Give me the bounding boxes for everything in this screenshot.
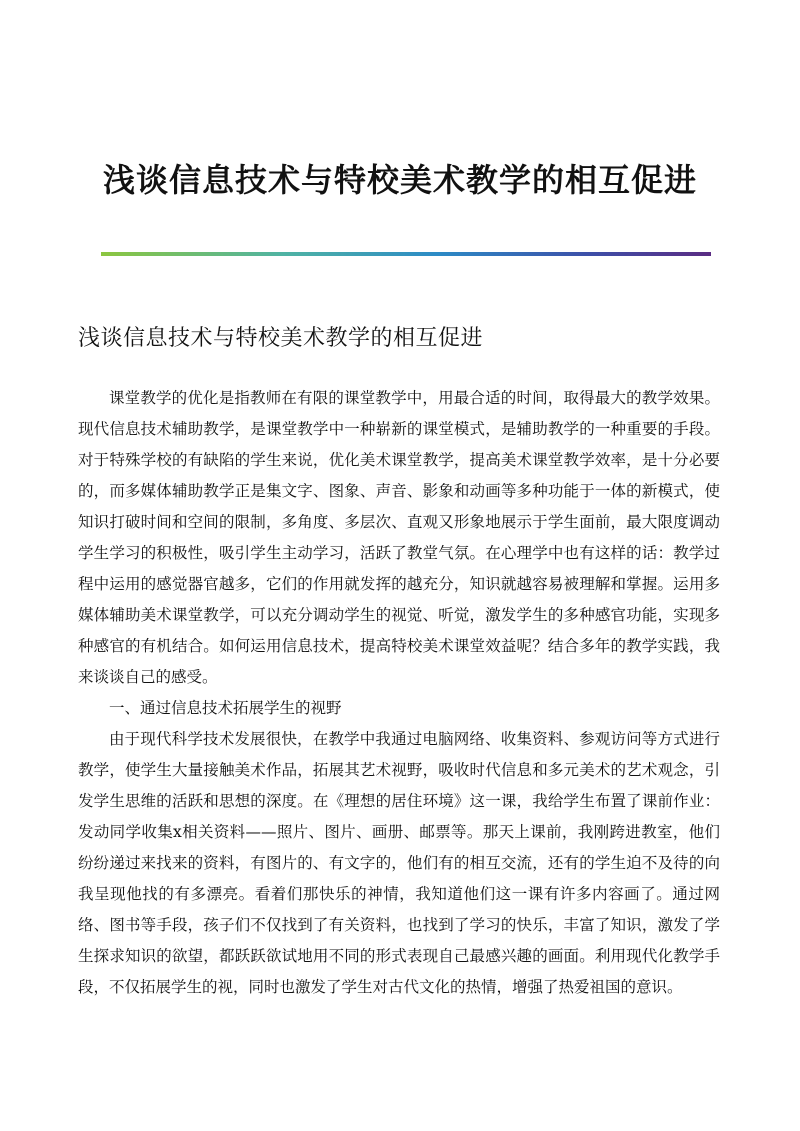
document-title: 浅谈信息技术与特校美术教学的相互促进 (102, 161, 697, 199)
title-divider (101, 252, 711, 256)
body-text (78, 383, 720, 1003)
paragraph-intro: 课堂教学的优化是指教师在有限的课堂教学中，用最合适的时间，取得最大的教学效果。现代信息技术辅助教学，是课堂教学中一种崭新的课堂模式，是辅助教学的一种重要的手段。对于特殊学校的有缺陷的学生来说，优化美术课堂教学，提高美术课堂教学效率，是十分必要的，而多媒体辅助教学正是集文字、图象、声音、影象和动画等多种功能于一体的新模式，使知识打破时间和空间的限制，多角度、多层次、直观又形象地展示于学生面前，最大限度调动学生学习的积极性，吸引学生主动学习，活跃了教堂气氛。在心理学中也有这样的话：教学过程中运用的感觉器官越多，它们的作用就发挥的越充分，知识就越容易被理解和掌握。运用多媒体辅助美术课堂教学，可以充分调动学生的视觉、听觉，激发学生的多种感官功能，实现多种感官的有机结合。如何运用信息技术，提高特校美术课堂效益呢？结合多年的教学实践，我来谈谈自己的感受。 (78, 389, 720, 686)
section-heading: 浅谈信息技术与特校美术教学的相互促进 (78, 326, 484, 351)
paragraph-subheading: 一、通过信息技术拓展学生的视野 (109, 699, 342, 717)
paragraph-body: 由于现代科学技术发展很快，在教学中我通过电脑网络、收集资料、参观访问等方式进行教学，使学生大量接触美术作品，拓展其艺术视野，吸收时代信息和多元美术的艺术观念，引发学生思维的活跃和思想的深度。在《理想的居住环境》这一课，我给学生布置了课前作业：发动同学收集x相关资料——照片、图片、画册、邮票等。那天上课前，我刚跨进教室，他们纷纷递过来找来的资料，有图片的、有文字的，他们有的相互交流，还有的学生迫不及待的向我呈现他找的有多漂亮。看着们那快乐的神情，我知道他们这一课有许多内容画了。通过网络、图书等手段，孩子们不仅找到了有关资料，也找到了学习的快乐，丰富了知识，激发了学生探求知识的欲望，都跃跃欲试地用不同的形式表现自己最感兴趣的画面。利用现代化教学手段，不仅拓展学生的视，同时也激发了学生对古代文化的热情，增强了热爱祖国的意识。 (78, 730, 720, 996)
